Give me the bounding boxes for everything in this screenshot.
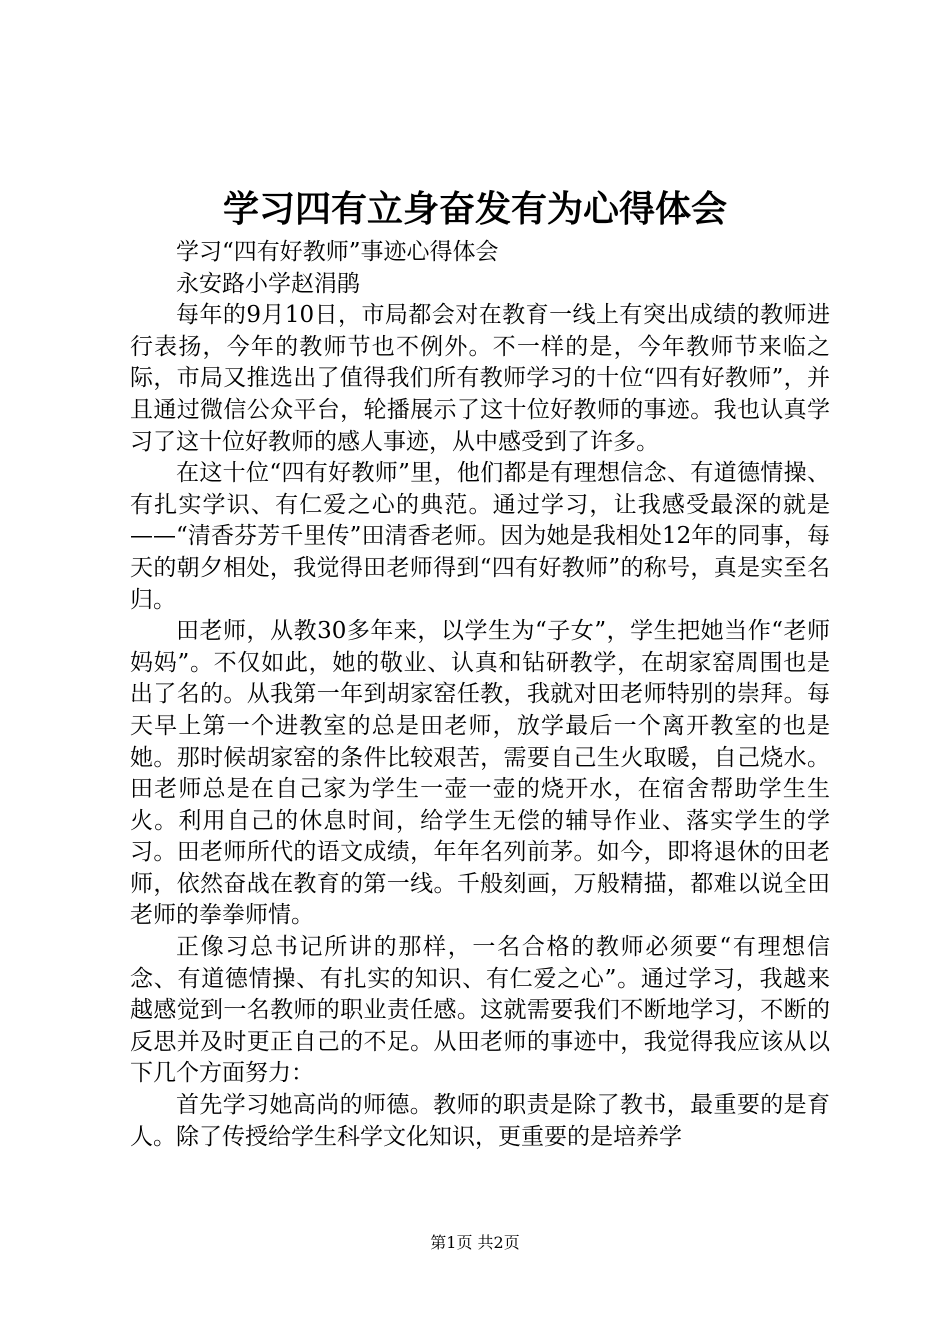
body-paragraph: 在这十位“四有好教师”里，他们都是有理想信念、有道德情操、有扎实学识、有仁爱之心的典范。通过学习，让我感受最深的就是——“清香芬芳千里传”田清香老师。因为她是我相处12年的同事，每天的朝夕相处，我觉得田老师得到“四有好教师”的称号，真是实至名归。	[130, 460, 830, 613]
document-title: 学习四有立身奋发有为心得体会	[222, 188, 727, 230]
body-paragraph: 首先学习她高尚的师德。教师的职责是除了教书，最重要的是育人。除了传授给学生科学文化知识，更重要的是培养学	[130, 1092, 830, 1150]
body-paragraph: 正像习总书记所讲的那样，一名合格的教师必须要“有理想信念、有道德情操、有扎实的知识、有仁爱之心”。通过学习，我越来越感觉到一名教师的职业责任感。这就需要我们不断地学习，不断的反思并及时更正自己的不足。从田老师的事迹中，我觉得我应该从以下几个方面努力：	[130, 934, 830, 1087]
author-paragraph: 永安路小学赵涓鹃	[176, 270, 360, 297]
body-paragraph: 每年的9月10日，市局都会对在教育一线上有突出成绩的教师进行表扬，今年的教师节也不例外。不一样的是，今年教师节来临之际，市局又推选出了值得我们所有教师学习的十位“四有好教师”，并且通过微信公众平台，轮播展示了这十位好教师的事迹。我也认真学习了这十位好教师的感人事迹，从中感受到了许多。	[130, 302, 830, 455]
document-body	[130, 237, 830, 1153]
subtitle-paragraph: 学习“四有好教师”事迹心得体会	[176, 239, 499, 265]
page-footer: 第1页 共2页	[430, 1233, 520, 1252]
body-paragraph: 田老师，从教30多年来，以学生为“子女”，学生把她当作“老师妈妈”。不仅如此，她的敬业、认真和钻研教学，在胡家窑周围也是出了名的。从我第一年到胡家窑任教，我就对田老师特别的崇拜。每天早上第一个进教室的总是田老师，放学最后一个离开教室的也是她。那时候胡家窑的条件比较艰苦，需要自己生火取暖，自己烧水。田老师总是在自己家为学生一壶一壶的烧开水，在宿舍帮助学生生火。利用自己的休息时间，给学生无偿的辅导作业、落实学生的学习。田老师所代的语文成绩，年年名列前茅。如今，即将退休的田老师，依然奋战在教育的第一线。千般刻画，万般精描，都难以说全田老师的拳拳师情。	[130, 618, 830, 929]
